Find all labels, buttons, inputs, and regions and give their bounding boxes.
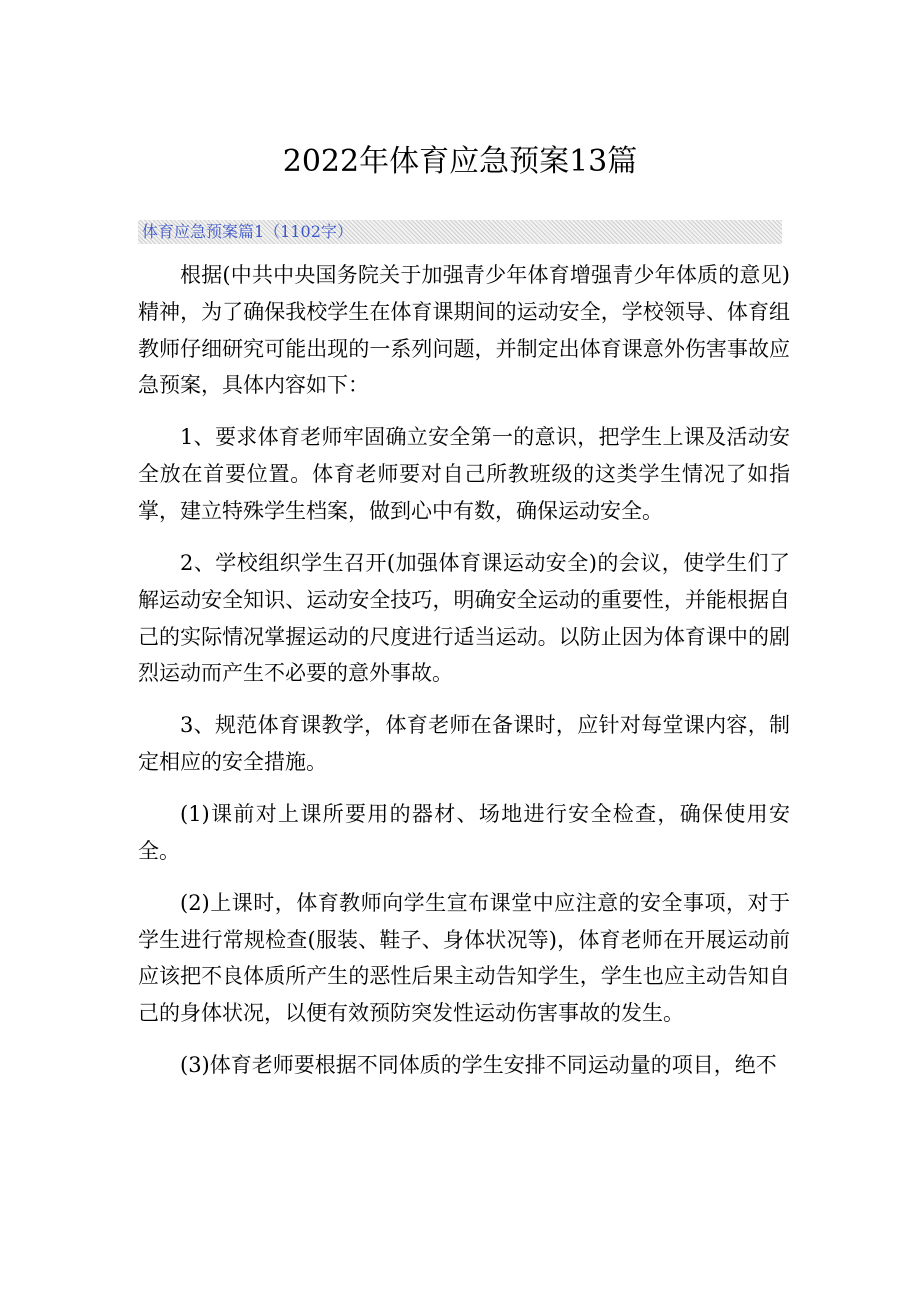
paragraph-sub-3: (3)体育老师要根据不同体质的学生安排不同运动量的项目，绝不 [180,1053,777,1078]
paragraph-sub-1: (1)课前对上课所要用的器材、场地进行安全检查，确保使用安全。 [138,802,790,863]
paragraph-item-1: 1、要求体育老师牢固确立安全第一的意识，把学生上课及活动安全放在首要位置。体育老师要对自己所教班级的这类学生情况了如指掌，建立特殊学生档案，做到心中有数，确保运动安全。 [138,425,790,523]
paragraph-item-3: 3、规范体育课教学，体育老师在备课时，应针对每堂课内容，制定相应的安全措施。 [138,713,790,775]
document-title: 2022年体育应急预案13篇 [282,144,638,179]
paragraph-item-2: 2、学校组织学生召开(加强体育课运动安全)的会议，使学生们了解运动安全知识、运动安全技巧，明确安全运动的重要性，并能根据自己的实际情况掌握运动的尺度进行适当运动。以防止因为体育课中的剧烈运动而产生不必要的意外事故。 [138,550,790,686]
paragraph-sub-2: (2)上课时，体育教师向学生宣布课堂中应注意的安全事项，对于学生进行常规检查(服装、鞋子、身体状况等)，体育老师在开展运动前应该把不良体质所产生的恶性后果主动告知学生，学生也应主动告知自己的身体状况，以便有效预防突发性运动伤害事故的发生。 [138,890,790,1026]
paragraph-intro: 根据(中共中央国务院关于加强青少年体育增强青少年体质的意见)精神，为了确保我校学生在体育课期间的运动安全，学校领导、体育组教师仔细研究可能出现的一系列问题，并制定出体育课意外伤害事故应急预案，具体内容如下： [138,263,790,398]
section-header-label[interactable]: 体育应急预案篇1（1102字） [142,222,353,241]
section-header-bar [138,220,782,244]
document-body [138,257,790,1099]
